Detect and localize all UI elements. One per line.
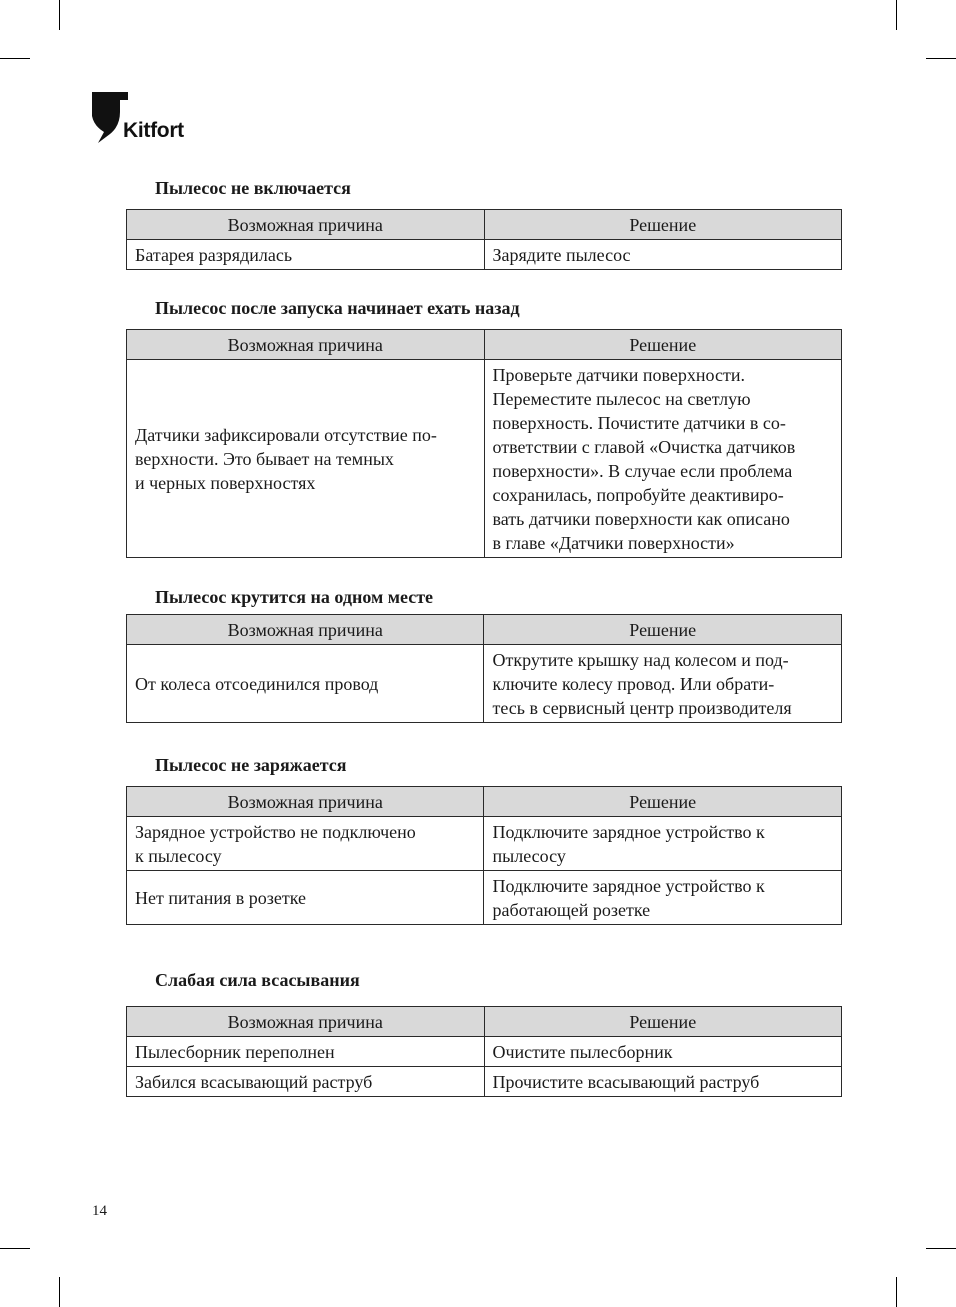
cause-cell: От колеса отсоединился провод [127,645,484,723]
crop-mark [0,58,30,59]
section-title: Пылесос после запуска начинает ехать назад [155,298,520,318]
header-cause: Возможная причина [127,330,485,360]
table-header-row [127,210,842,240]
troubleshoot-table [126,209,842,270]
cause-cell: Зарядное устройство не подключено к пылесосу [127,817,484,871]
logo-text: Kitfort [123,119,184,142]
table-header-row [127,330,842,360]
cause-cell: Забился всасывающий раструб [127,1067,485,1097]
cause-cell: Нет питания в розетке [127,871,484,925]
table-header-row [127,615,842,645]
header-cause: Возможная причина [127,1007,485,1037]
header-solution: Решение [484,1007,842,1037]
table-row [127,240,842,270]
section-title: Пылесос крутится на одном месте [155,587,434,607]
solution-cell: Проверьте датчики поверхности. Переместите пылесос на светлую поверхность. Почистите датчики в со- ответствии с главой «Очистка датчиков поверхности». В случае если проблема сохранилась, попробуйте деактивиро- вать датчики поверхности как описано в главе «Датчики поверхности» [484,360,842,558]
solution-cell: Открутите крышку над колесом и под- ключите колесу провод. Или обрати- тесь в сервисный центр производителя [484,645,842,723]
solution-cell: Очистите пылесборник [484,1037,842,1067]
crop-mark [896,1277,897,1307]
table-row [127,817,842,871]
cause-cell: Датчики зафиксировали отсутствие по- верхности. Это бывает на темных и черных поверхностях [127,360,485,558]
crop-mark [59,1277,60,1307]
solution-cell: Прочистите всасывающий раструб [484,1067,842,1097]
crop-mark [59,0,60,30]
header-cause: Возможная причина [127,210,485,240]
solution-cell: Подключите зарядное устройство к пылесосу [484,817,842,871]
kitfort-logo [92,92,202,148]
crop-mark [926,1248,956,1249]
table-header-row [127,787,842,817]
troubleshoot-table [126,1006,842,1097]
header-solution: Решение [484,615,842,645]
header-cause: Возможная причина [127,787,484,817]
crop-mark [896,0,897,30]
cause-cell: Батарея разрядилась [127,240,485,270]
table-row [127,645,842,723]
header-solution: Решение [484,210,841,240]
header-cause: Возможная причина [127,615,484,645]
page-number: 14 [92,1203,107,1219]
header-solution: Решение [484,787,842,817]
header-solution: Решение [484,330,842,360]
table-row [127,1037,842,1067]
cause-cell: Пылесборник переполнен [127,1037,485,1067]
table-row [127,871,842,925]
crop-mark [926,58,956,59]
troubleshoot-table [126,329,842,558]
section-title: Пылесос не включается [155,178,351,198]
section-title: Пылесос не заряжается [155,755,347,775]
crop-mark [0,1248,30,1249]
table-row [127,360,842,558]
table-row [127,1067,842,1097]
section-title: Слабая сила всасывания [155,970,360,990]
table-header-row [127,1007,842,1037]
solution-cell: Зарядите пылесос [484,240,841,270]
solution-cell: Подключите зарядное устройство к работающей розетке [484,871,842,925]
troubleshoot-table [126,614,842,723]
troubleshoot-table [126,786,842,925]
